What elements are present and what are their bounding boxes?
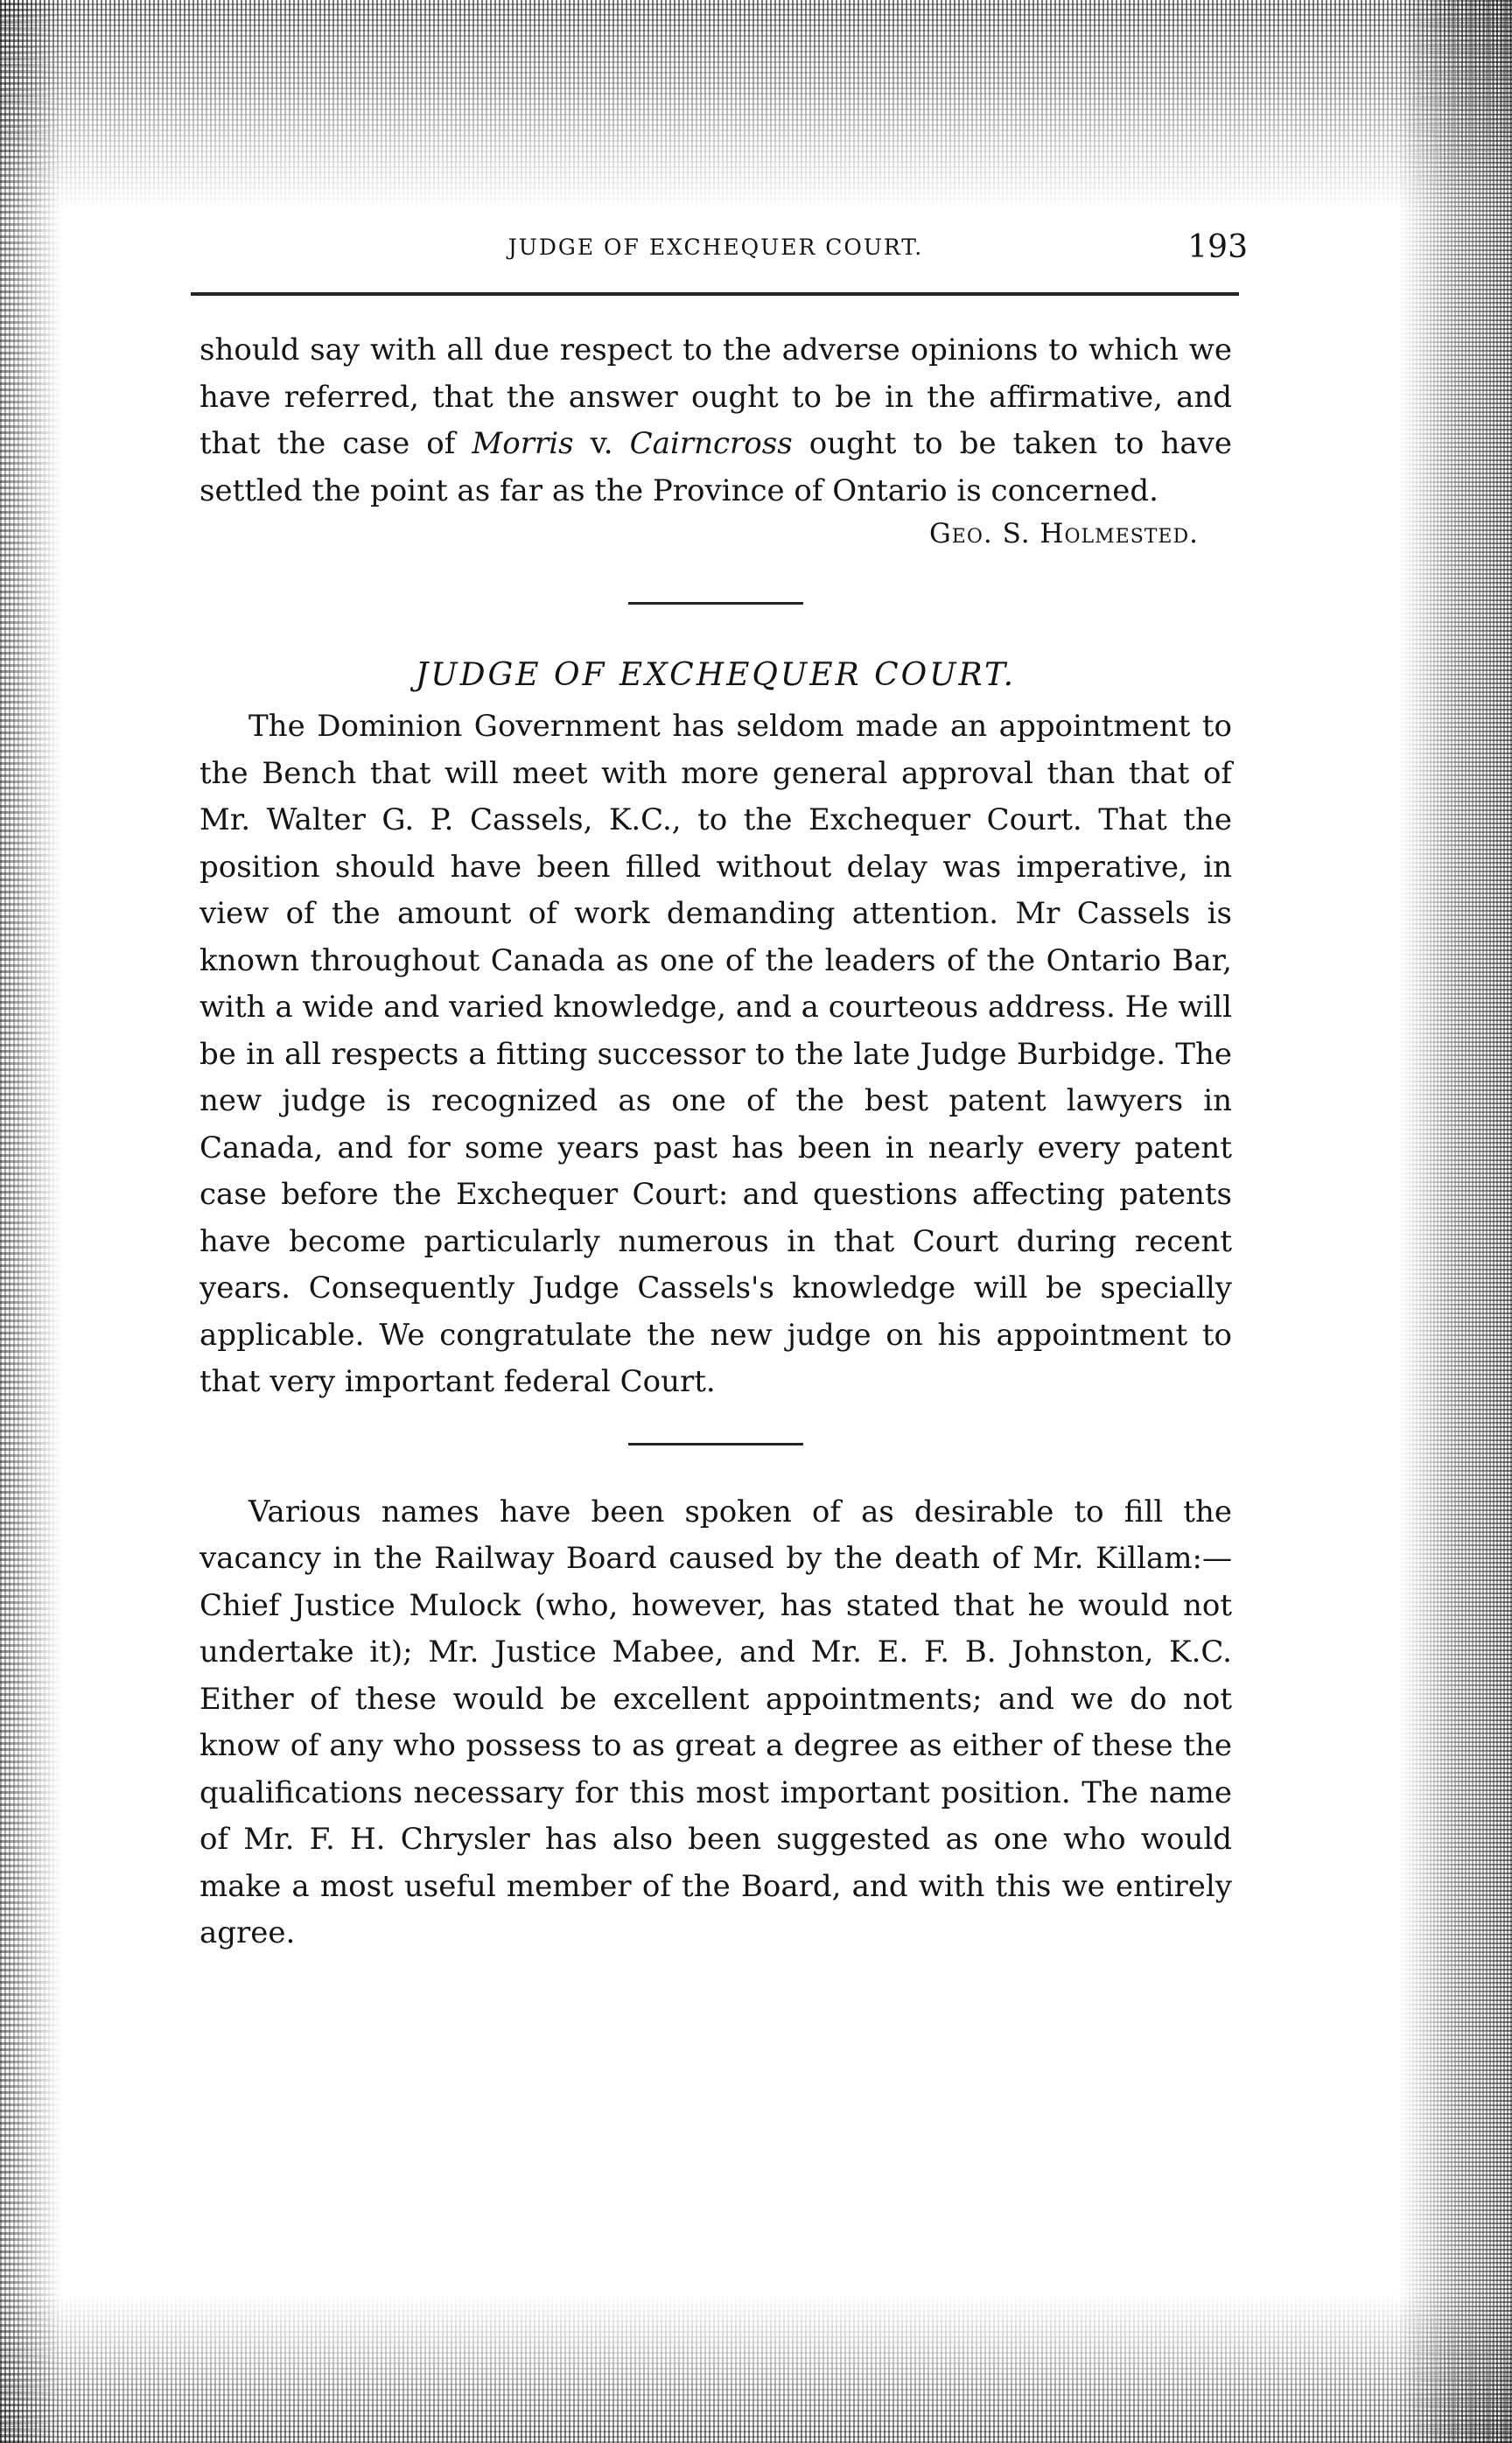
opening-paragraph (200, 327, 1232, 514)
header-rule (191, 292, 1239, 296)
article-heading: JUDGE OF EXCHEQUER COURT. (415, 657, 1017, 693)
opening-text-after-case: ought to be taken to have settled the point as far as the Province of Ontario is concerned. (200, 426, 1232, 508)
article-paragraph: The Dominion Government has seldom made an appointment to the Bench that will meet with more general approval than that of Mr. Walter G. P. Cassels, K.C., to the Exchequer Court. That the position should have been filled without delay was imperative, in view of the amount of work demanding attention. Mr Cassels is known throughout Canada as one of the leaders of the Ontario Bar, with a wide and varied knowledge, and a courteous address. He will be in all respects a fitting successor to the late Judge Burbidge. The new judge is recognized as one of the best patent lawyers in Canada, and for some years past has been in nearly every patent case before the Exchequer Court: and questions affecting patents have become particularly numerous in that Court during recent years. Consequently Judge Cassels's knowledge will be specially applicable. We congratulate the new judge on his appointment to that very important federal Court. (200, 709, 1232, 1399)
section-divider (628, 602, 803, 605)
opening-text-before-case: should say with all due respect to the adverse opinions to which we have referred, that the answer ought to be in the affirmative, and that the case of (200, 332, 1232, 461)
page-number: 193 (1187, 229, 1248, 265)
scan-edge-top (0, 0, 1512, 210)
case-party-1: Morris (472, 426, 574, 461)
running-title: JUDGE OF EXCHEQUER COURT. (508, 234, 924, 260)
case-versus: v. (573, 426, 630, 461)
article-body (200, 704, 1232, 1406)
scan-edge-bottom (0, 2294, 1512, 2443)
document-page (200, 229, 1248, 1957)
railway-note-body (200, 1489, 1232, 1957)
railway-note-paragraph: Various names have been spoken of as desirable to fill the vacancy in the Railway Board caused by the death of Mr. Killam:—Chief Justice Mulock (who, however, has stated that he would not undertake it); Mr. Justice Mabee, and Mr. E. F. B. Johnston, K.C. Either of these would be excellent appointments; and we do not know of any who possess to as great a degree as either of these the qualifications necessary for this most important position. The name of Mr. F. H. Chrysler has also been suggested as one who would make a most useful member of the Board, and with this we entirely agree. (200, 1494, 1232, 1950)
scan-edge-left (0, 0, 61, 2443)
author-signature: Geo. S. Holmested. (929, 518, 1199, 550)
running-header (200, 229, 1248, 273)
scan-edge-right (1398, 0, 1512, 2443)
case-party-2: Cairncross (629, 426, 793, 461)
opening-text (200, 327, 1232, 514)
section-divider-2 (628, 1443, 803, 1446)
